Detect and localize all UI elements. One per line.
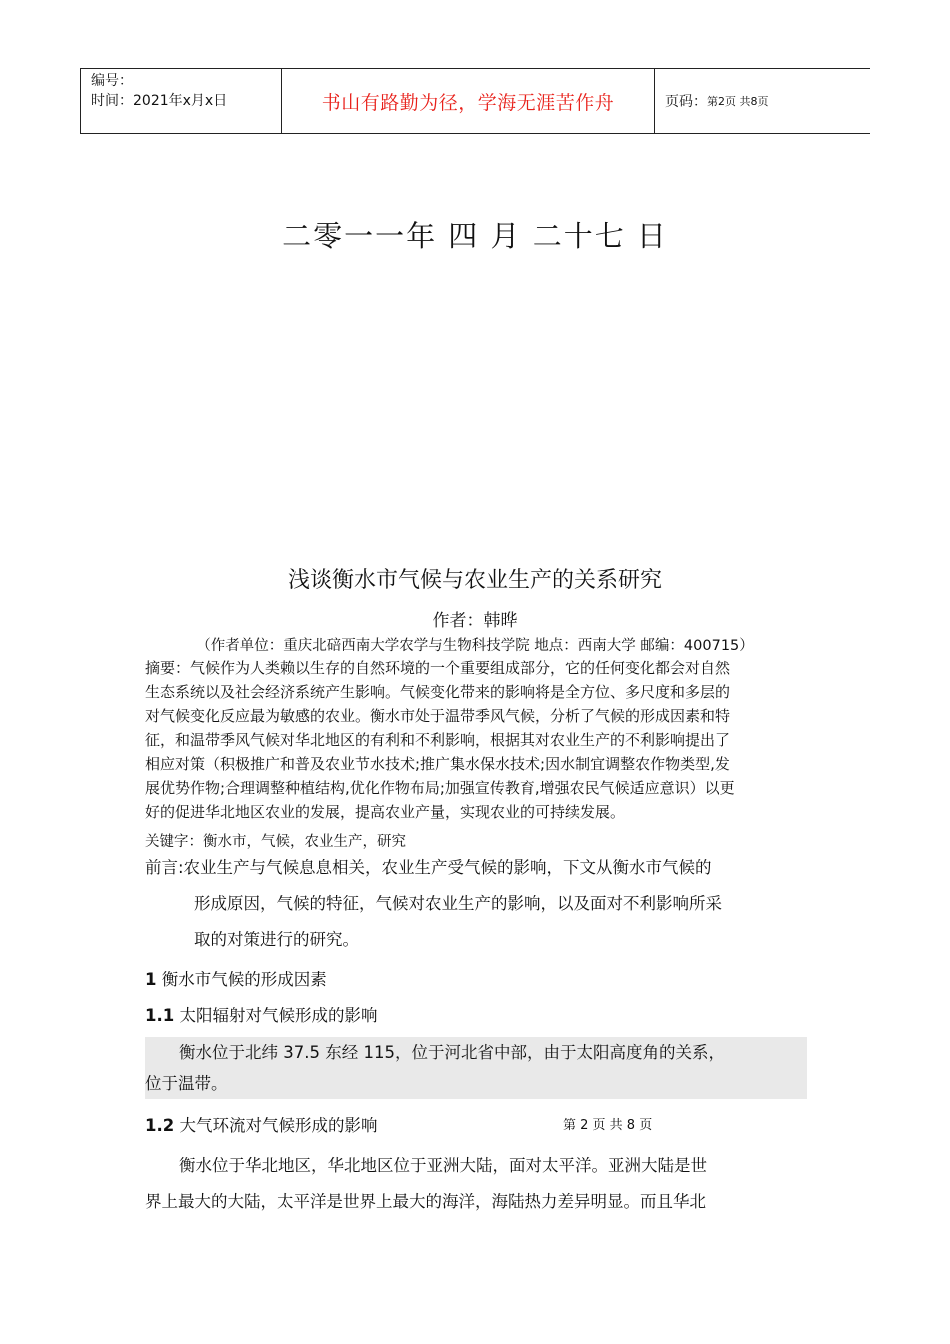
time-label: 时间：2021年x月x日 [91,93,228,109]
inline-page-number: 第 2 页 共 8 页 [563,1118,653,1133]
section-1-1-line: 位于温带。 [145,1074,228,1093]
author: 作者：韩晔 [432,611,518,631]
preface-line: 前言:农业生产与气候息息相关，农业生产受气候的影响，下文从衡水市气候的 [145,858,712,877]
section-1-1-heading [145,1002,377,1026]
section-1-1-text [145,1037,807,1099]
motto: 书山有路勤为径，学海无涯苦作舟 [282,69,655,133]
section-1-2-heading [145,1112,377,1136]
header-left-cell [81,69,282,133]
abstract-line: 摘要：气候作为人类赖以生存的自然环境的一个重要组成部分，它的任何变化都会对自然 [145,659,731,677]
abstract-line: 好的促进华北地区农业的发展，提高农业产量，实现农业的可持续发展。 [145,803,626,821]
section-1-2-number: 1.2 [145,1116,175,1135]
section-1-1-title: 太阳辐射对气候形成的影响 [179,1006,378,1025]
abstract-line: 展优势作物;合理调整种植结构,优化作物布局;加强宣传教育,增强农民气候适应意识）以更 [145,779,735,797]
preface [145,855,807,958]
keywords: 关键字：衡水市，气候，农业生产，研究 [145,834,406,850]
affiliation: （作者单位：重庆北碚西南大学农学与生物科技学院 地点：西南大学 邮编：400715） [196,638,754,654]
page-code [655,69,870,133]
header-table [80,68,870,134]
abstract-line: 对气候变化反应最为敏感的农业。衡水市处于温带季风气候，分析了气候的形成因素和特 [145,707,731,725]
section-1-title: 衡水市气候的形成因素 [161,970,327,989]
abstract [145,656,807,824]
section-1-2-line: 界上最大的大陆，太平洋是世界上最大的海洋，海陆热力差异明显。而且华北 [145,1192,706,1211]
preface-line: 形成原因，气候的特征，气候对农业生产的影响，以及面对不利影响所采 [194,894,722,913]
abstract-line: 相应对策（积极推广和普及农业节水技术;推广集水保水技术;因水制宜调整农作物类型,发 [145,755,730,773]
page-code-prefix: 页码： [665,94,707,110]
date-title: 二零一一年 四 月 二十七 日 [282,219,668,253]
section-1-2-title: 大气环流对气候形成的影响 [179,1116,378,1135]
section-1-2-text [145,1148,807,1220]
section-1-1-line: 衡水位于北纬 37.5 东经 115，位于河北省中部，由于太阳高度角的关系， [179,1043,725,1062]
abstract-line: 生态系统以及社会经济系统产生影响。气候变化带来的影响将是全方位、多尺度和多层的 [145,683,731,701]
preface-line: 取的对策进行的研究。 [194,930,359,949]
number-label: 编号： [91,73,133,89]
section-1-number: 1 [145,970,157,989]
section-1-heading [145,966,327,990]
abstract-line: 征，和温带季风气候对华北地区的有利和不利影响，根据其对农业生产的不利影响提出了 [145,731,731,749]
section-1-1-number: 1.1 [145,1006,175,1025]
page-code-value: 第2页 共8页 [707,95,769,108]
section-1-2-line: 衡水位于华北地区，华北地区位于亚洲大陆，面对太平洋。亚洲大陆是世 [179,1156,707,1175]
paper-title: 浅谈衡水市气候与农业生产的关系研究 [287,568,662,593]
